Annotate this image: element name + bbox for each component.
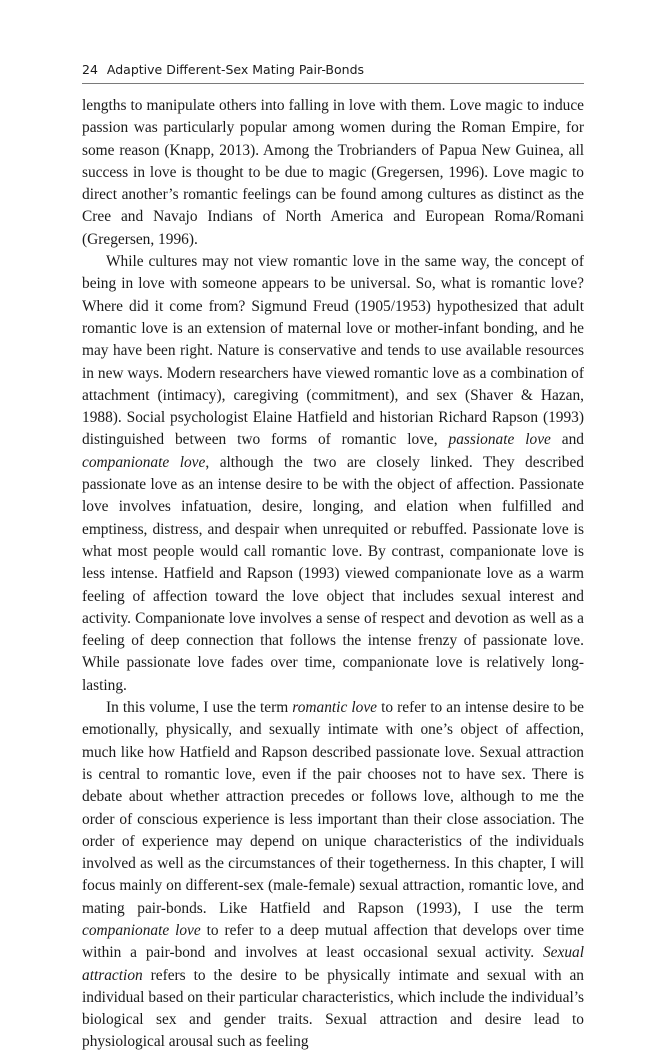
paragraph-3-text-a: In this volume, I use the term [106,699,293,717]
term-companionate-love-2: companionate love [82,921,201,939]
paragraph-3-text-d: refers to the desire to be physically intimate and sexual with an individual based on their particular characteristics, which include the individual’s biological sex and gender traits. Sexual attraction and desire lead to physiological arousal such as feeling [82,966,584,1051]
running-header [82,62,584,84]
paragraph-1-text: lengths to manipulate others into falling in love with them. Love magic to induce passion was particularly popular among women during the Roman Empire, for some reason (Knapp, 2013). Among the Trobrianders of Papua New Guinea, all success in love is thought to be due to magic (Gregersen, 1996). Love magic to direct another’s romantic feelings can be found among cultures as distinct as the Cree and Navajo Indians of North America and European Roma/Romani (Gregersen, 1996). [82,97,584,248]
page-number: 24 [82,62,98,77]
paragraph-2 [82,251,584,697]
body-text [82,95,584,1054]
paragraph-3-text-b: to refer to an intense desire to be emotionally, physically, and sexually intimate with one’s object of affection, much like how Hatfield and Rapson described passionate love. Sexual attraction is central to romantic love, even if the pair chooses not to have sex. There is debate about whether attraction precedes or follows love, although to me the order of conscious experience is less important than their close association. The order of experience may depend on unique characteristics of the individuals involved as well as the circumstances of their togetherness. In this chapter, I will focus mainly on different-sex (male-female) sexual attraction, romantic love, and mating pair-bonds. Like Hatfield and Rapson (1993), I use the term [82,699,584,917]
term-sexual-attraction: Sexual attraction [82,944,584,984]
paragraph-3 [82,697,584,1054]
term-romantic-love: romantic love [292,699,377,717]
term-passionate-love: passionate love [448,431,551,449]
term-companionate-love: companionate love [82,453,206,471]
paragraph-1 [82,95,584,251]
paragraph-3-text-c: to refer to a deep mutual affection that develops over time within a pair-bond and involves at least occasional sexual activity. [82,921,584,962]
paragraph-2-text-c: , although the two are closely linked. They described passionate love as an intense desire to be with the object of affection. Passionate love involves infatuation, desire, longing, and elation when fulfilled and emptiness, distress, and despair when unrequited or rebuffed. Passionate love is what most people would call romantic love. By contrast, companionate love is less intense. Hatfield and Rapson (1993) viewed companionate love as a warm feeling of affection toward the love object that includes sexual interest and activity. Companionate love involves a sense of respect and devotion as well as a feeling of deep connection that follows the intense frenzy of passionate love. While passionate love fades over time, companionate love is relatively long-lasting. [82,453,584,694]
paragraph-2-text-a: While cultures may not view romantic love in the same way, the concept of being in love with someone appears to be universal. So, what is romantic love? Where did it come from? Sigmund Freud (1905/1953) hypothesized that adult romantic love is an extension of maternal love or mother-infant bonding, and he may have been right. Nature is conservative and tends to use available resources in new ways. Modern researchers have viewed romantic love as a combination of attachment (intimacy), caregiving (commitment), and sex (Shaver & Hazan, 1988). Social psychologist Elaine Hatfield and historian Richard Rapson (1993) distinguished between two forms of romantic love, [82,253,584,449]
paragraph-2-text-b: and [550,431,584,449]
running-title: Adaptive Different-Sex Mating Pair-Bonds [106,62,365,77]
